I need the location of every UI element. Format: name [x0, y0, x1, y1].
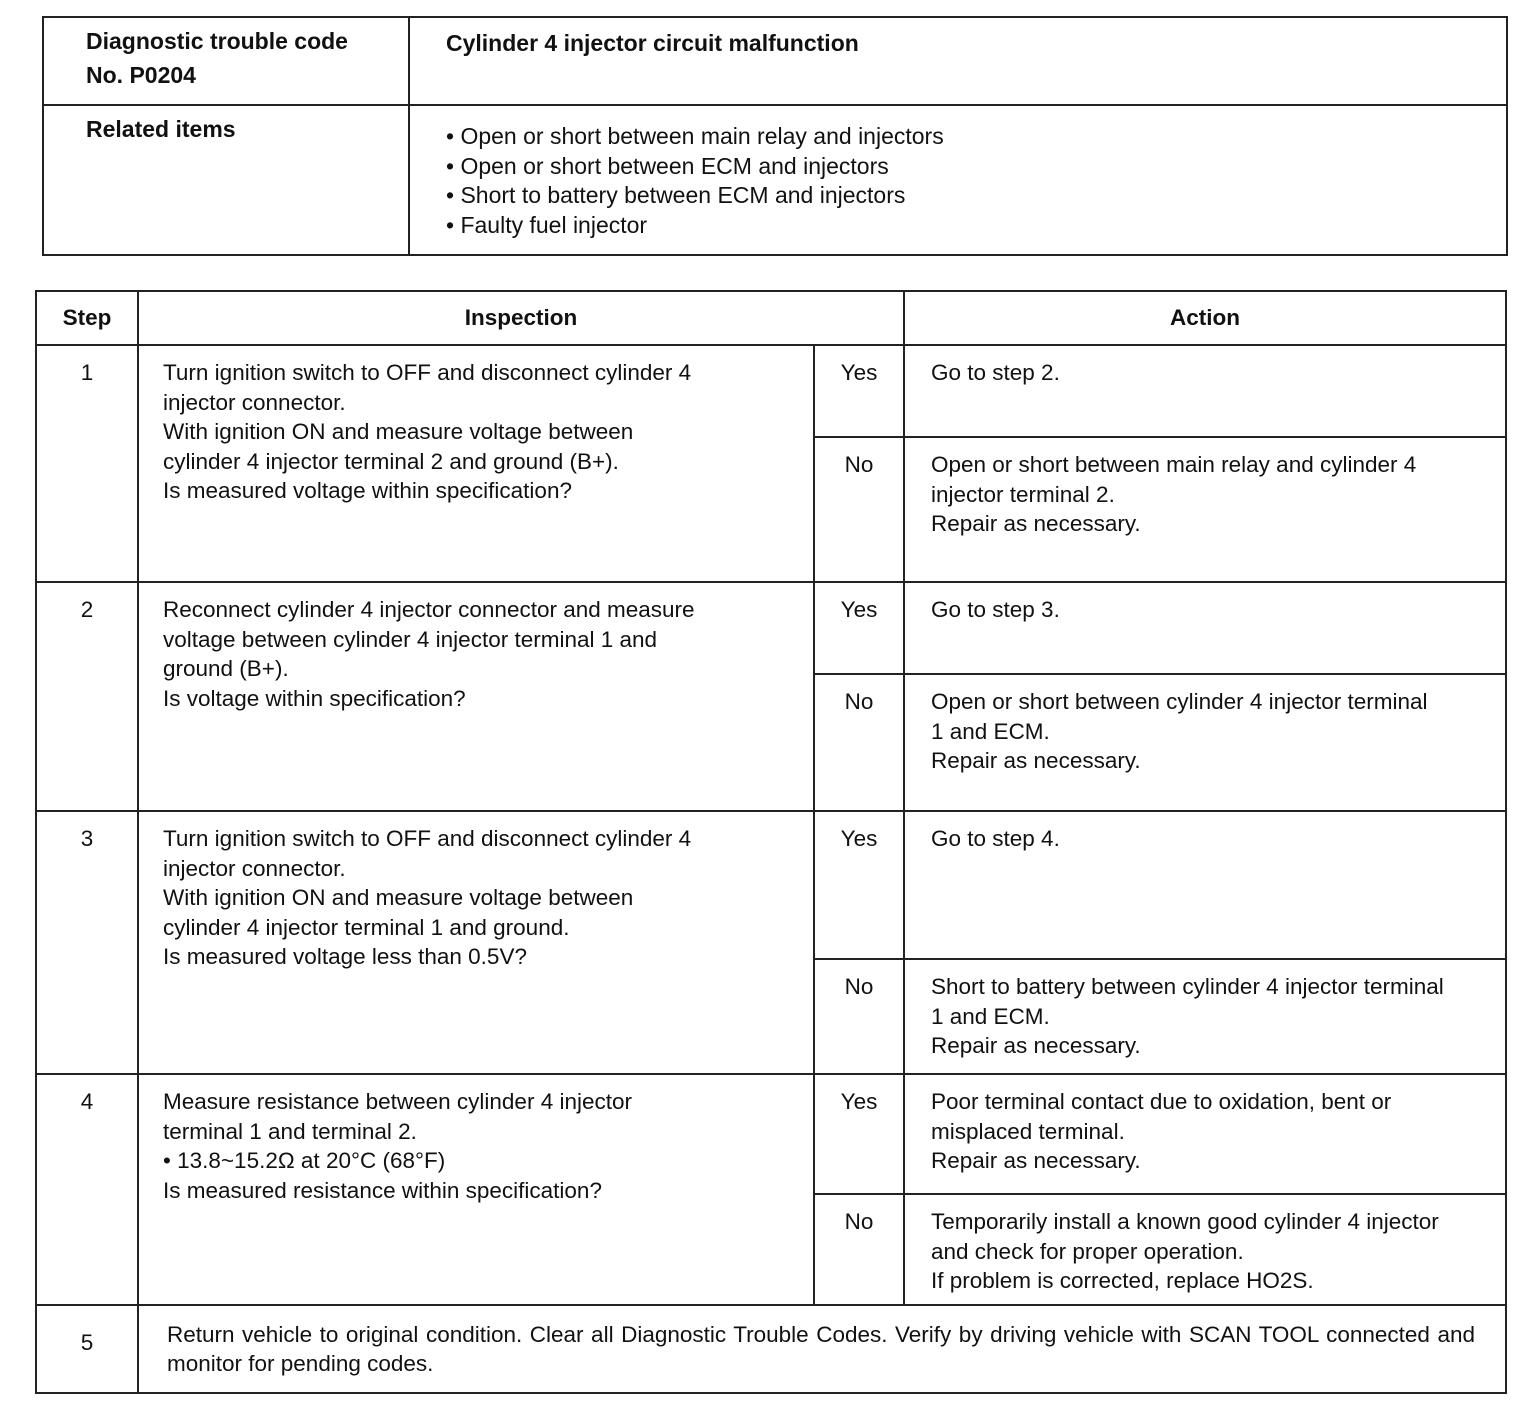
action-line: Open or short between cylinder 4 injector terminal: [931, 689, 1428, 714]
step-number: 2: [36, 582, 138, 811]
inspection-line: Is measured resistance within specification?: [163, 1177, 602, 1203]
no-label: No: [814, 437, 904, 582]
inspection-line: cylinder 4 injector terminal 1 and ground.: [163, 914, 570, 940]
related-items-list: [446, 122, 1506, 240]
inspection-line: Is measured voltage less than 0.5V?: [163, 944, 527, 969]
yes-action: [904, 582, 1506, 674]
step-number: 4: [36, 1074, 138, 1305]
action-line: If problem is corrected, replace HO2S.: [931, 1268, 1314, 1293]
steps-header-row: [36, 291, 1506, 345]
related-item: • Open or short between ECM and injectors: [446, 152, 1506, 182]
step-1-yes-row: [36, 345, 1506, 437]
inspection-line: injector connector.: [163, 389, 346, 415]
inspection-line: Is measured voltage within specification?: [163, 478, 572, 503]
step-5-text: Return vehicle to original condition. Clear all Diagnostic Trouble Codes. Verify by driving vehicle with SCAN TOOL connected and monitor for pending codes.: [138, 1305, 1506, 1393]
yes-action: [904, 345, 1506, 437]
no-action: [904, 1194, 1506, 1305]
action-line: Go to step 2.: [931, 360, 1060, 385]
inspection-line: Turn ignition switch to OFF and disconnect cylinder 4: [163, 360, 692, 385]
inspection-line: Measure resistance between cylinder 4 injector: [163, 1089, 632, 1114]
diagnostic-steps-table: [35, 290, 1507, 1394]
header-inspection: Inspection: [138, 291, 904, 345]
yes-label: Yes: [814, 1074, 904, 1194]
step-3-yes-row: [36, 811, 1506, 959]
related-item: • Faulty fuel injector: [446, 211, 1506, 241]
related-item: • Open or short between main relay and injectors: [446, 122, 1506, 152]
inspection-line: injector connector.: [163, 855, 346, 881]
action-line: 1 and ECM.: [931, 1003, 1050, 1029]
yes-label: Yes: [814, 345, 904, 437]
related-items-label: Related items: [43, 105, 409, 255]
step-5-row: [36, 1305, 1506, 1393]
inspection-line: Is voltage within specification?: [163, 685, 466, 711]
action-line: Repair as necessary.: [931, 511, 1141, 536]
action-line: Repair as necessary.: [931, 1148, 1141, 1173]
inspection-line: Turn ignition switch to OFF and disconnect cylinder 4: [163, 826, 692, 851]
inspection-line: • 13.8~15.2Ω at 20°C (68°F): [163, 1148, 446, 1173]
action-line: Short to battery between cylinder 4 injector terminal: [931, 974, 1444, 999]
yes-label: Yes: [814, 811, 904, 959]
yes-action: [904, 811, 1506, 959]
inspection-line: terminal 1 and terminal 2.: [163, 1118, 417, 1144]
step-inspection: [138, 811, 814, 1074]
step-number: 5: [36, 1305, 138, 1393]
step-inspection: [138, 345, 814, 582]
action-line: Repair as necessary.: [931, 748, 1141, 773]
no-action: [904, 674, 1506, 811]
dtc-code-number: No. P0204: [86, 62, 196, 88]
action-line: Open or short between main relay and cylinder 4: [931, 452, 1417, 477]
inspection-line: With ignition ON and measure voltage between: [163, 419, 634, 444]
action-line: misplaced terminal.: [931, 1118, 1125, 1144]
step-number: 1: [36, 345, 138, 582]
action-line: and check for proper operation.: [931, 1238, 1244, 1264]
dtc-code-row: [43, 17, 1507, 105]
action-line: Repair as necessary.: [931, 1033, 1141, 1058]
yes-action: [904, 1074, 1506, 1194]
action-line: Go to step 3.: [931, 597, 1060, 622]
step-inspection: [138, 582, 814, 811]
dtc-code-label: [43, 17, 409, 105]
yes-label: Yes: [814, 582, 904, 674]
dtc-code-label-line1: Diagnostic trouble code: [86, 28, 348, 54]
no-action: [904, 437, 1506, 582]
no-label: No: [814, 674, 904, 811]
step-number: 3: [36, 811, 138, 1074]
no-action: [904, 959, 1506, 1074]
related-item: • Short to battery between ECM and injectors: [446, 181, 1506, 211]
header-step: Step: [36, 291, 138, 345]
step-inspection: [138, 1074, 814, 1305]
action-line: injector terminal 2.: [931, 481, 1115, 507]
action-line: Poor terminal contact due to oxidation, bent or: [931, 1089, 1392, 1114]
dtc-info-table: [42, 16, 1508, 256]
dtc-title: Cylinder 4 injector circuit malfunction: [409, 17, 1507, 105]
related-items-cell: [409, 105, 1507, 255]
inspection-line: cylinder 4 injector terminal 2 and ground (B+).: [163, 448, 619, 474]
header-action: Action: [904, 291, 1506, 345]
dtc-related-row: [43, 105, 1507, 255]
inspection-line: ground (B+).: [163, 656, 289, 681]
inspection-line: With ignition ON and measure voltage between: [163, 885, 634, 910]
action-line: 1 and ECM.: [931, 718, 1050, 744]
action-line: Go to step 4.: [931, 826, 1060, 851]
step-4-yes-row: [36, 1074, 1506, 1194]
step-2-yes-row: [36, 582, 1506, 674]
inspection-line: voltage between cylinder 4 injector terminal 1 and: [163, 626, 658, 652]
no-label: No: [814, 1194, 904, 1305]
inspection-line: Reconnect cylinder 4 injector connector and measure: [163, 597, 695, 622]
no-label: No: [814, 959, 904, 1074]
action-line: Temporarily install a known good cylinder 4 injector: [931, 1209, 1439, 1234]
